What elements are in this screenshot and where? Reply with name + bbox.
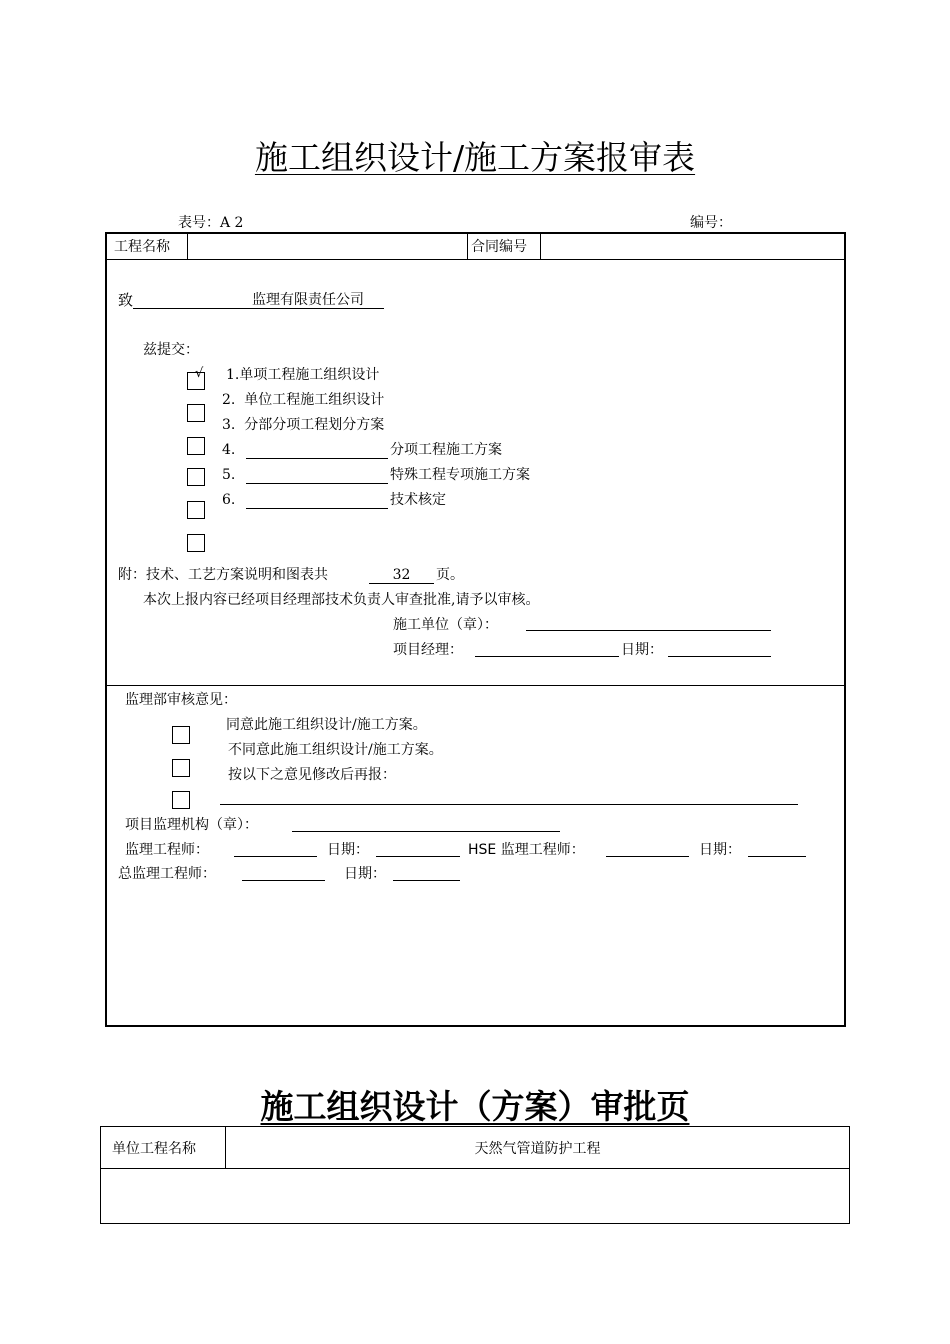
section-divider	[105, 685, 846, 686]
chief-date-label: 日期：	[344, 866, 386, 882]
item-1: 1.单项工程施工组织设计	[226, 367, 380, 383]
item-4-text: 分项工程施工方案	[390, 442, 502, 458]
date-label: 日期：	[621, 642, 663, 658]
supervising-engineer-field[interactable]	[234, 856, 317, 857]
hse-date-field[interactable]	[748, 856, 806, 857]
hse-date-label: 日期：	[699, 842, 741, 858]
item-6: 6.	[222, 492, 236, 508]
chief-date-field[interactable]	[393, 880, 460, 881]
checkbox-item-4[interactable]	[187, 468, 205, 486]
form-title: 施工组织设计/施工方案报审表	[254, 138, 696, 177]
contract-number-label: 合同编号	[471, 239, 527, 255]
item-4-blank[interactable]	[246, 458, 388, 459]
statement: 本次上报内容已经项目经理部技术负责人审查批准,请予以审核。	[143, 592, 540, 608]
checkmark-icon: √	[195, 366, 204, 381]
item-3: 3. 分部分项工程划分方案	[222, 417, 385, 433]
supervision-agency-field[interactable]	[292, 831, 560, 832]
hse-engineer-label: HSE 监理工程师：	[468, 842, 585, 858]
item-5-blank[interactable]	[246, 483, 388, 484]
divider	[540, 233, 541, 259]
hse-engineer-field[interactable]	[606, 856, 689, 857]
submit-label: 兹提交：	[143, 342, 199, 358]
attachment-label: 附：技术、工艺方案说明和图表共	[118, 567, 328, 583]
item-4: 4.	[222, 442, 236, 458]
contract-number-field[interactable]	[542, 234, 844, 258]
attachment-pages: 32	[392, 567, 411, 583]
opinion-revise: 按以下之意见修改后再报：	[228, 767, 396, 783]
engineer-date-label: 日期：	[327, 842, 369, 858]
item-6-blank[interactable]	[246, 508, 388, 509]
divider	[105, 259, 846, 260]
checkbox-agree[interactable]	[172, 726, 190, 744]
project-name-field[interactable]	[189, 234, 466, 258]
revision-comment-field[interactable]	[220, 804, 798, 805]
divider	[100, 1168, 850, 1169]
opinion-agree: 同意此施工组织设计/施工方案。	[226, 717, 427, 733]
item-6-text: 技术核定	[390, 492, 446, 508]
checkbox-item-2[interactable]	[187, 404, 205, 422]
chief-engineer-label: 总监理工程师：	[118, 866, 216, 882]
contractor-label: 施工单位（章）：	[393, 617, 498, 633]
supervising-engineer-label: 监理工程师：	[125, 842, 209, 858]
divider	[467, 233, 468, 259]
checkbox-revise[interactable]	[172, 791, 190, 809]
contractor-field[interactable]	[526, 630, 771, 631]
item-5-text: 特殊工程专项施工方案	[390, 467, 530, 483]
chief-engineer-field[interactable]	[242, 880, 325, 881]
unit-name-label: 单位工程名称	[112, 1141, 196, 1157]
checkbox-item-5[interactable]	[187, 501, 205, 519]
project-manager-label: 项目经理：	[393, 642, 463, 658]
engineer-date-field[interactable]	[376, 856, 460, 857]
to-label: 致	[118, 291, 134, 309]
serial-number-label: 编号：	[690, 215, 732, 231]
item-2: 2. 单位工程施工组织设计	[222, 392, 385, 408]
supervision-agency-label: 项目监理机构（章）：	[125, 817, 258, 833]
project-name-label: 工程名称	[114, 239, 170, 255]
form-number: 表号：A 2	[178, 215, 244, 231]
recipient: 监理有限责任公司	[252, 292, 364, 308]
checkbox-disagree[interactable]	[172, 759, 190, 777]
date-field[interactable]	[668, 656, 771, 657]
approval-page-title: 施工组织设计（方案）审批页	[260, 1087, 690, 1126]
divider	[187, 233, 188, 259]
unit-name-value: 天然气管道防护工程	[474, 1141, 601, 1157]
item-5: 5.	[222, 467, 236, 483]
checkbox-item-3[interactable]	[187, 437, 205, 455]
attachment-suffix: 页。	[436, 567, 464, 583]
review-label: 监理部审核意见：	[125, 692, 237, 708]
opinion-disagree: 不同意此施工组织设计/施工方案。	[228, 742, 443, 758]
project-manager-field[interactable]	[475, 656, 619, 657]
checkbox-item-6[interactable]	[187, 534, 205, 552]
